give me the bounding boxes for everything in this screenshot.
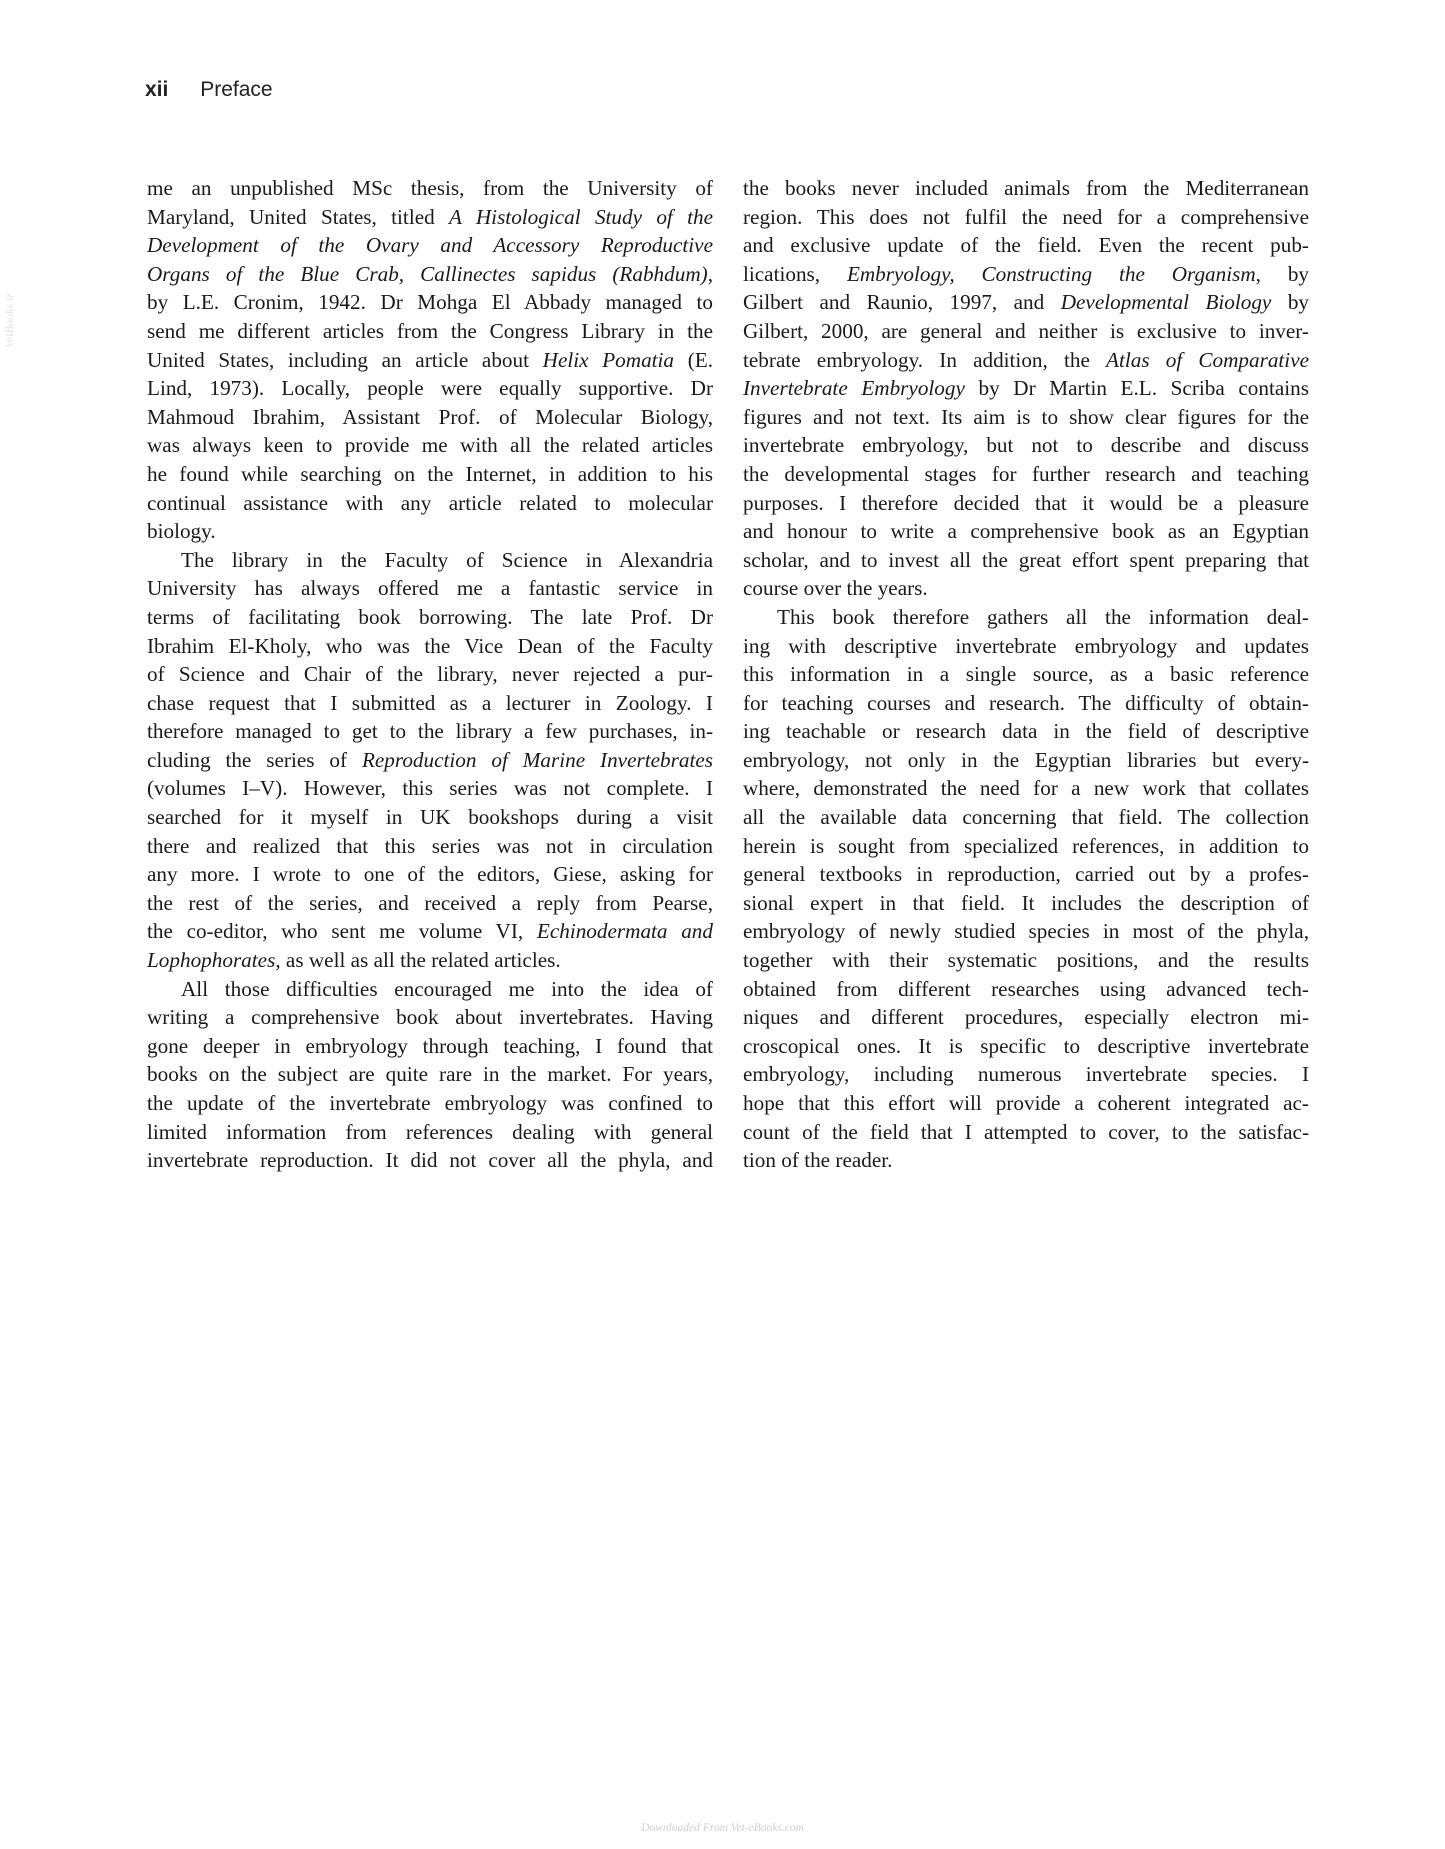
- text-line: [147, 574, 713, 603]
- text-line: [147, 489, 713, 518]
- text-line: [147, 546, 713, 575]
- text-line: [743, 746, 1309, 775]
- text-line: [743, 288, 1309, 317]
- line-text: Gilbert and Raunio, 1997, and: [743, 290, 1061, 315]
- line-text: there and realized that this series was not in circulation: [147, 833, 713, 858]
- line-text: send me different articles from the Congress Library in the: [147, 318, 713, 343]
- line-text: tebrate embryology. In addition, the: [743, 347, 1107, 372]
- text-line: [147, 746, 713, 775]
- text-line: [743, 1003, 1309, 1032]
- text-line: [743, 860, 1309, 889]
- text-line: [147, 517, 713, 546]
- line-text: count of the field that I attempted to cover, to the satisfac-: [743, 1119, 1309, 1144]
- line-text-after: , as well as all the related articles.: [275, 948, 561, 973]
- line-text: invertebrate reproduction. It did not cover all the phyla, and: [147, 1148, 713, 1173]
- line-text: the update of the invertebrate embryology was confined to: [147, 1091, 713, 1115]
- line-text: figures and not text. Its aim is to show clear figures for the: [743, 404, 1309, 429]
- text-line: [743, 174, 1309, 203]
- line-text: chase request that I submitted as a lecturer in Zoology. I: [147, 690, 713, 715]
- text-line: [147, 403, 713, 432]
- text-line: [743, 546, 1309, 575]
- text-line: [743, 317, 1309, 346]
- line-text: hope that this effort will provide a coherent integrated ac-: [743, 1091, 1309, 1115]
- line-text: Maryland, United States, titled: [147, 204, 450, 229]
- text-line: [743, 260, 1309, 289]
- line-text: for teaching courses and research. The difficulty of obtain-: [743, 690, 1309, 715]
- text-line: [743, 374, 1309, 403]
- download-footer: Downloaded From Vet-eBooks.com: [641, 1822, 804, 1834]
- text-line: [147, 431, 713, 460]
- text-line: [743, 1032, 1309, 1061]
- line-text: University has always offered me a fantastic service in: [147, 576, 713, 601]
- line-italic: Organs of the Blue Crab, Callinectes sapidus (Rabhdum): [147, 261, 708, 286]
- line-text: course over the years.: [743, 576, 928, 601]
- line-text-after: ,: [707, 261, 713, 286]
- line-italic: Helix Pomatia: [542, 347, 675, 372]
- text-line: [147, 689, 713, 718]
- text-line: [743, 832, 1309, 861]
- line-text: and exclusive update of the field. Even the recent pub-: [743, 233, 1309, 258]
- text-line: [147, 317, 713, 346]
- line-text-after: , by: [1255, 261, 1309, 286]
- line-text: croscopical ones. It is specific to descriptive invertebrate: [743, 1033, 1309, 1058]
- text-line: [147, 803, 713, 832]
- line-text: the rest of the series, and received a reply from Pearse,: [147, 890, 713, 915]
- text-line: [147, 346, 713, 375]
- running-head: [145, 78, 273, 102]
- text-line: [743, 1089, 1309, 1118]
- text-line: [147, 260, 713, 289]
- text-line: [743, 717, 1309, 746]
- text-line: [743, 489, 1309, 518]
- right-column: [743, 174, 1309, 1175]
- line-text: Lind, 1973). Locally, people were equally supportive. Dr: [147, 376, 713, 401]
- text-line: [743, 774, 1309, 803]
- line-text: tion of the reader.: [743, 1148, 893, 1173]
- line-text: ing teachable or research data in the field of descriptive: [743, 719, 1309, 744]
- text-line: [147, 1032, 713, 1061]
- text-line: [147, 717, 713, 746]
- text-line: [147, 1118, 713, 1147]
- line-text: Gilbert, 2000, are general and neither is exclusive to inver-: [743, 318, 1309, 343]
- line-text: invertebrate embryology, but not to describe and discuss: [743, 433, 1309, 458]
- text-line: [147, 889, 713, 918]
- text-line: [147, 460, 713, 489]
- line-text: was always keen to provide me with all the related articles: [147, 433, 713, 458]
- page-number: xii: [145, 78, 169, 101]
- line-text-after: by: [1271, 290, 1309, 315]
- line-text-after: (E.: [674, 347, 714, 372]
- line-italic: Embryology, Constructing the Organism: [846, 261, 1256, 286]
- line-italic: Development of the Ovary and Accessory Reproductive: [147, 233, 713, 258]
- line-text: together with their systematic positions, and the results: [743, 948, 1309, 973]
- line-text: embryology of newly studied species in most of the phyla,: [743, 919, 1309, 944]
- line-text: United States, including an article about: [147, 347, 543, 372]
- line-text: embryology, not only in the Egyptian libraries but every-: [743, 747, 1309, 772]
- text-line: [743, 660, 1309, 689]
- line-text: All those difficulties encouraged me into the idea of: [181, 976, 713, 1001]
- text-line: [147, 774, 713, 803]
- text-line: [147, 603, 713, 632]
- line-text: region. This does not fulfil the need for a comprehensive: [743, 204, 1309, 229]
- line-text: any more. I wrote to one of the editors, Giese, asking for: [147, 862, 713, 887]
- line-italic: Echinodermata and: [536, 919, 713, 944]
- text-line: [743, 632, 1309, 661]
- line-text: and honour to write a comprehensive book as an Egyptian: [743, 519, 1309, 544]
- text-line: [147, 660, 713, 689]
- line-text: embryology, including numerous invertebrate species. I: [743, 1062, 1309, 1087]
- line-text: Mahmoud Ibrahim, Assistant Prof. of Molecular Biology,: [147, 404, 713, 429]
- line-text: general textbooks in reproduction, carried out by a profes-: [743, 862, 1309, 887]
- line-text: the developmental stages for further research and teaching: [743, 461, 1309, 486]
- text-line: [147, 632, 713, 661]
- line-italic: Invertebrate Embryology: [743, 376, 965, 401]
- text-line: [147, 1089, 713, 1118]
- left-column: [147, 174, 713, 1175]
- text-line: [743, 203, 1309, 232]
- line-text: me an unpublished MSc thesis, from the University of: [147, 176, 713, 200]
- text-line: [743, 889, 1309, 918]
- text-line: [147, 1060, 713, 1089]
- line-text: sional expert in that field. It includes the description of: [743, 890, 1309, 915]
- text-line: [743, 1118, 1309, 1147]
- line-text: by L.E. Cronim, 1942. Dr Mohga El Abbady managed to: [147, 290, 713, 315]
- line-text: herein is sought from specialized references, in addition to: [743, 833, 1309, 858]
- section-title: Preface: [200, 78, 273, 101]
- line-text: limited information from references dealing with general: [147, 1119, 713, 1144]
- text-line: [743, 403, 1309, 432]
- line-text: all the available data concerning that field. The collection: [743, 805, 1309, 830]
- watermark: VetBooks.ir: [2, 293, 16, 348]
- line-text: cluding the series of: [147, 747, 362, 772]
- text-line: [147, 832, 713, 861]
- line-text: The library in the Faculty of Science in Alexandria: [181, 547, 713, 572]
- text-line: [147, 374, 713, 403]
- line-text: this information in a single source, as a basic reference: [743, 662, 1309, 687]
- line-text: books on the subject are quite rare in the market. For years,: [147, 1062, 713, 1087]
- line-text: This book therefore gathers all the information deal-: [777, 604, 1309, 629]
- text-line: [147, 860, 713, 889]
- line-text: obtained from different researches using advanced tech-: [743, 976, 1309, 1001]
- text-line: [743, 603, 1309, 632]
- line-text: searched for it myself in UK bookshops during a visit: [147, 805, 713, 830]
- text-line: [743, 517, 1309, 546]
- line-text: scholar, and to invest all the great effort spent preparing that: [743, 547, 1309, 572]
- line-text: niques and different procedures, especially electron mi-: [743, 1005, 1309, 1030]
- text-line: [147, 975, 713, 1004]
- line-text: ing with descriptive invertebrate embryology and updates: [743, 633, 1309, 658]
- line-italic: A Histological Study of the: [449, 204, 713, 229]
- line-text: purposes. I therefore decided that it would be a pleasure: [743, 490, 1309, 515]
- text-line: [147, 946, 713, 975]
- line-text: the co-editor, who sent me volume VI,: [147, 919, 537, 944]
- line-text: continual assistance with any article related to molecular: [147, 490, 713, 515]
- line-text: he found while searching on the Internet, in addition to his: [147, 461, 713, 486]
- line-text: lications,: [743, 261, 847, 286]
- line-text-after: by Dr Martin E.L. Scriba contains: [964, 376, 1309, 401]
- text-line: [743, 460, 1309, 489]
- text-line: [147, 1146, 713, 1175]
- line-text: biology.: [147, 519, 216, 544]
- line-text: gone deeper in embryology through teaching, I found that: [147, 1033, 713, 1058]
- text-line: [743, 431, 1309, 460]
- text-line: [743, 917, 1309, 946]
- line-text: (volumes I–V). However, this series was not complete. I: [147, 776, 713, 801]
- text-line: [147, 288, 713, 317]
- line-text: of Science and Chair of the library, never rejected a pur-: [147, 662, 713, 687]
- line-text: terms of facilitating book borrowing. The late Prof. Dr: [147, 604, 713, 629]
- text-line: [743, 689, 1309, 718]
- line-italic: Developmental Biology: [1060, 290, 1272, 315]
- text-line: [743, 946, 1309, 975]
- line-text: Ibrahim El-Kholy, who was the Vice Dean of the Faculty: [147, 633, 713, 658]
- text-line: [147, 203, 713, 232]
- line-italic: Reproduction of Marine Invertebrates: [361, 747, 713, 772]
- line-text: where, demonstrated the need for a new work that collates: [743, 776, 1309, 801]
- text-line: [743, 574, 1309, 603]
- line-italic: Lophophorates: [147, 948, 276, 973]
- text-line: [147, 917, 713, 946]
- text-line: [743, 346, 1309, 375]
- line-text: therefore managed to get to the library a few purchases, in-: [147, 719, 713, 744]
- text-line: [743, 1146, 1309, 1175]
- text-line: [743, 975, 1309, 1004]
- line-text: the books never included animals from the Mediterranean: [743, 176, 1309, 200]
- text-line: [147, 174, 713, 203]
- line-italic: Atlas of Comparative: [1106, 347, 1310, 372]
- line-text: writing a comprehensive book about invertebrates. Having: [147, 1005, 713, 1030]
- text-line: [147, 1003, 713, 1032]
- text-line: [743, 1060, 1309, 1089]
- text-line: [743, 231, 1309, 260]
- text-line: [147, 231, 713, 260]
- text-line: [743, 803, 1309, 832]
